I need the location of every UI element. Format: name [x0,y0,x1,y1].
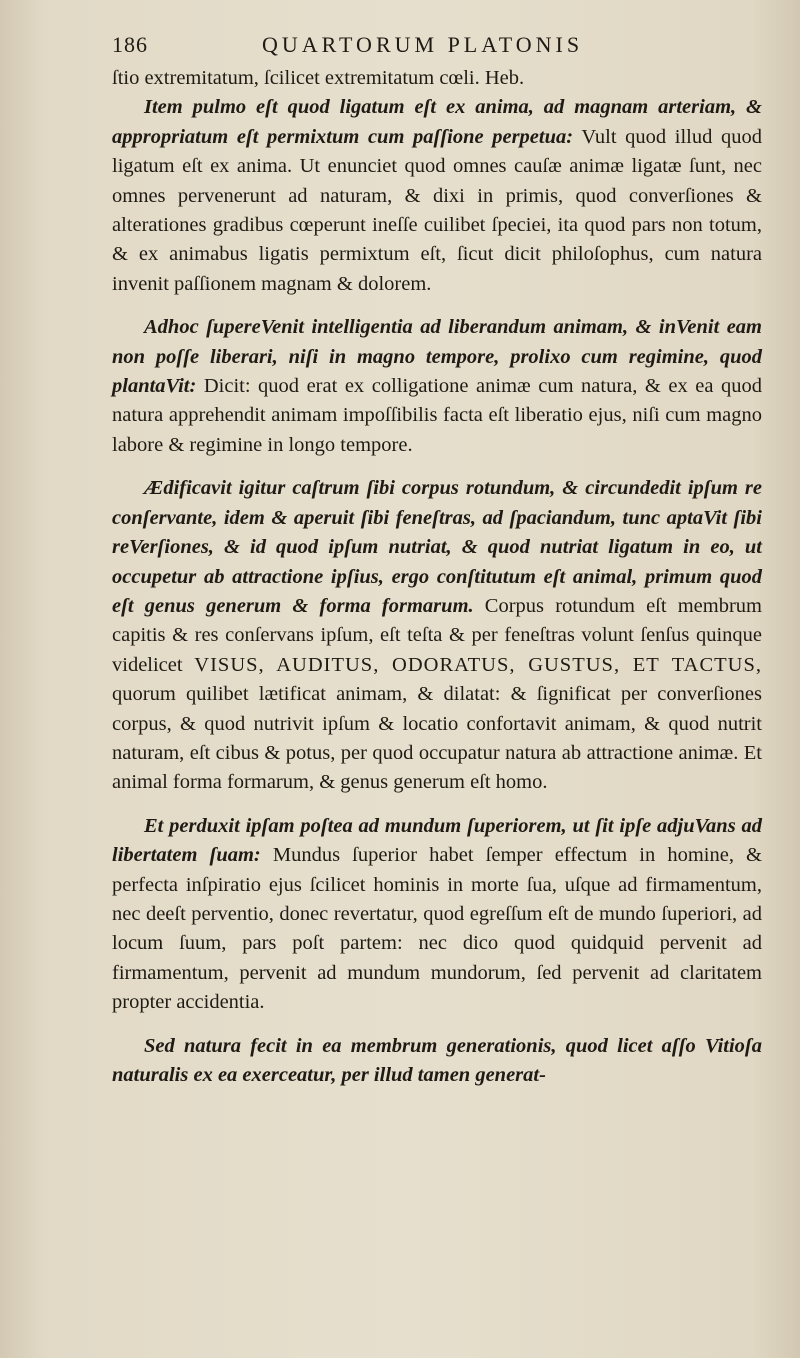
lemma-text: Sed natura fecit in ea membrum generationis, quod licet aſſo Vitioſa naturalis ex ea exerceatur, per illud tamen generat- [112,1034,762,1086]
lemma-text: Ædificavit igitur caſtrum ſibi corpus rotundum, & circundedit ipſum re conſervante, idem & aperuit ſibi feneſtras, ad ſpaciandum, tunc aptaVit ſibi reVerſiones, & id quod ipſum nutriat, & quod nutriat ligatum in eo, ut occupetur ab attractione ipſius, ergo conſtitutum eſt animal, primum quod eſt genus generum & forma formarum. [112,477,762,617]
paragraph-text: ſtio extremitatum, ſcilicet extremitatum cœli. Heb. [112,67,525,89]
paragraph [112,812,762,1018]
body-text [112,64,762,1090]
paragraph [112,313,762,460]
paragraph-text: Dicit: quod erat ex colligatione animæ cum natura, & ex ea quod natura apprehendit animam impoſſibilis facta eſt liberatio ejus, niſi cum magno labore & regimine in longo tempore. [112,375,762,456]
senses-list: VISUS, AUDITUS, ODORATUS, GUSTUS, ET TACTUS, [194,653,762,676]
paragraph [112,474,762,797]
paragraph [112,1032,762,1091]
paragraph-text: Corpus rotundum eſt membrum capitis & res conſervans ipſum, eſt teſta & per feneſtras volunt ſenſus quinque videlicet [112,594,762,676]
paragraph [112,64,762,93]
lemma-text: Item pulmo eſt quod ligatum eſt ex anima, ad magnam arteriam, & appropriatum eſt permixtum cum paſſione perpetua: [112,96,762,148]
lemma-text: Et perduxit ipſam poſtea ad mundum ſuperiorem, ut ſit ipſe adjuVans ad libertatem ſuam: [112,814,762,867]
page-number: 186 [112,32,148,57]
running-head [112,30,762,64]
paragraph-text: quorum quilibet lætificat animam, & dilatat: & ſignificat per converſiones corpus, & quod nutrivit ipſum & locatio confortavit animam, & quod nutrit naturam, eſt cibus & potus, per quod occupatur natura ab attractione animæ. Et animal forma formarum, & genus generum eſt homo. [112,683,762,794]
running-title: QUARTORUM PLATONIS [262,32,584,57]
paragraph [112,93,762,299]
paragraph-text: Mundus ſuperior habet ſemper effectum in homine, & perfecta inſpiratio ejus ſcilicet hominis in morte ſua, uſque ad firmamentum, nec deeſt perventio, donec revertatur, quod egreſſum eſt de mundo ſuperiori, ad locum ſuum, pars poſt partem: nec dico quod quidquid pervenit ad firmamentum, pervenit ad mundum mundorum, ſed pervenit ad claritatem propter accidentia. [112,844,762,1014]
lemma-text: Adhoc ſupereVenit intelligentia ad liberandum animam, & inVenit eam non poſſe liberari, niſi in magno tempore, prolixo cum regimine, quod plantaVit: [112,316,762,398]
paragraph-text: Vult quod illud quod ligatum eſt ex anima. Ut enunciet quod omnes cauſæ animæ ligatæ ſunt, nec omnes pervenerunt ad naturam, & dixi in primis, quod converſiones & alterationes gradibus cœperunt ineſſe cuilibet ſpeciei, ita quod pars non totum, & ex animabus ligatis permixtum eſt, ſicut dicit philoſophus, cum natura invenit paſſionem magnam & dolorem. [112,125,762,295]
